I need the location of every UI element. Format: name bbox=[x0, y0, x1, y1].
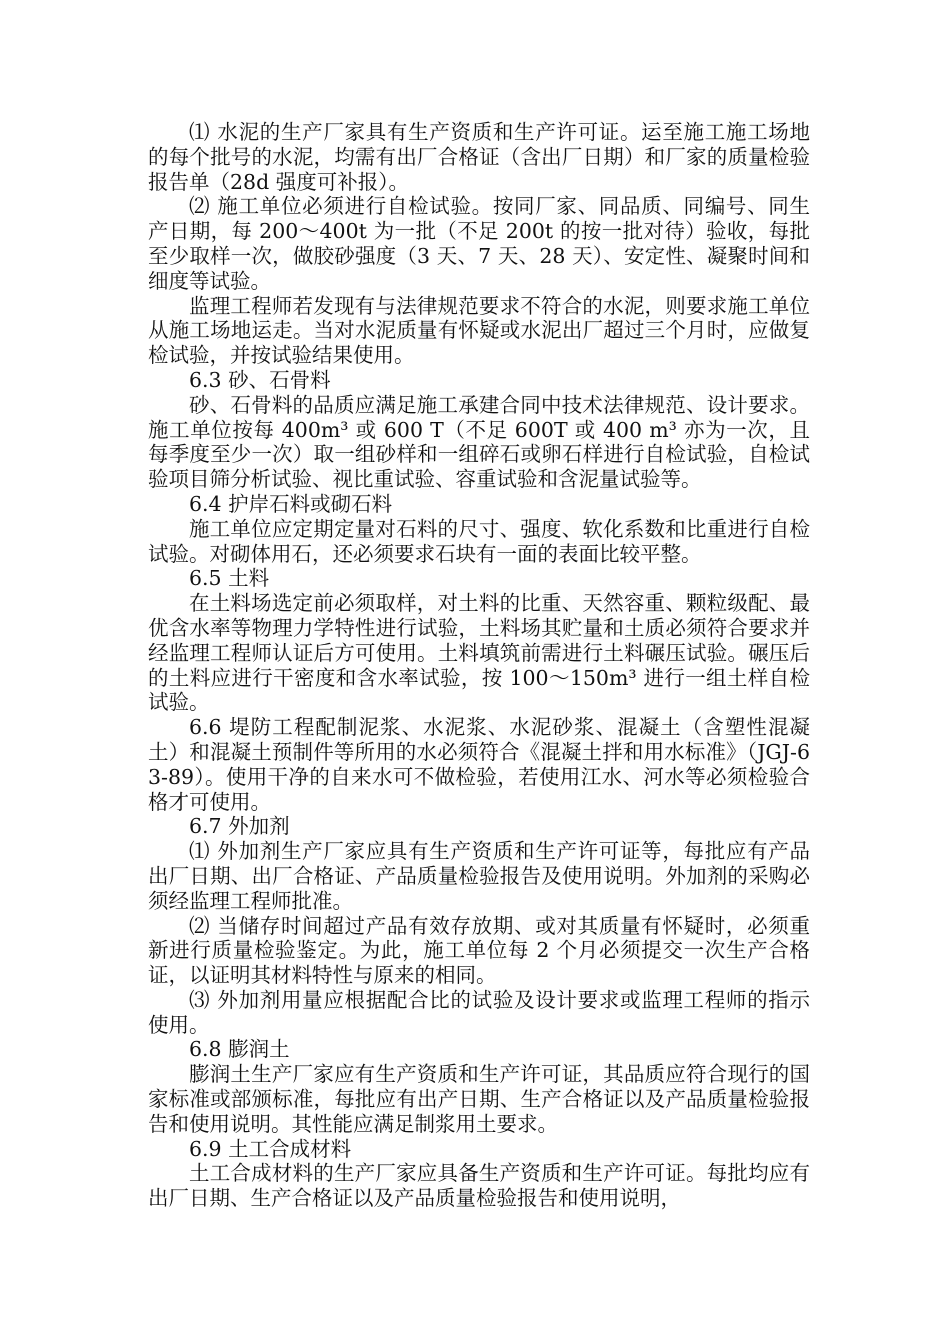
section-heading-6-8: 6.8 膨润土 bbox=[189, 1037, 290, 1062]
document-body bbox=[148, 120, 810, 1211]
paragraph-admixture-2: ⑵ 当储存时间超过产品有效存放期、或对其质量有怀疑时，必须重新进行质量检验鉴定。为此，施工单位每 2 个月必须提交一次生产合格证，以证明其材料特性与原来的相同。 bbox=[148, 913, 810, 988]
paragraph-cement-2: ⑵ 施工单位必须进行自检试验。按同厂家、同品质、同编号、同生产日期，每 200～400t 为一批（不足 200t 的按一批对待）验收，每批至少取样一次，做胶砂强度（3 天、7 天、28 天）、安定性、凝聚时间和细度等试验。 bbox=[148, 194, 810, 293]
section-heading-6-5: 6.5 土料 bbox=[189, 566, 270, 591]
paragraph-admixture-1: ⑴ 外加剂生产厂家应具有生产资质和生产许可证等，每批应有产品出厂日期、出厂合格证、产品质量检验报告及使用说明。外加剂的采购必须经监理工程师批准。 bbox=[148, 839, 810, 913]
paragraph-geosynthetics: 土工合成材料的生产厂家应具备生产资质和生产许可证。每批均应有出厂日期、生产合格证以及产品质量检验报告和使用说明， bbox=[148, 1161, 810, 1211]
paragraph-soil: 在土料场选定前必须取样，对土料的比重、天然容重、颗粒级配、最优含水率等物理力学特性进行试验，土料场其贮量和土质必须符合要求并经监理工程师认证后方可使用。土料填筑前需进行土料碾压试验。碾压后的土料应进行干密度和含水率试验，按 100～150m³ 进行一组土样自检试验。 bbox=[148, 591, 810, 715]
paragraph-admixture-3: ⑶ 外加剂用量应根据配合比的试验及设计要求或监理工程师的指示使用。 bbox=[148, 987, 810, 1037]
paragraph-cement-3: 监理工程师若发现有与法律规范要求不符合的水泥，则要求施工单位从施工场地运走。当对水泥质量有怀疑或水泥出厂超过三个月时，应做复检试验，并按试验结果使用。 bbox=[148, 293, 810, 368]
paragraph-cement-1: ⑴ 水泥的生产厂家具有生产资质和生产许可证。运至施工施工场地的每个批号的水泥，均需有出厂合格证（含出厂日期）和厂家的质量检验报告单（28d 强度可补报）。 bbox=[148, 120, 810, 194]
section-heading-6-9: 6.9 土工合成材料 bbox=[189, 1136, 352, 1161]
section-heading-6-7: 6.7 外加剂 bbox=[189, 814, 290, 839]
section-heading-6-3: 6.3 砂、石骨料 bbox=[189, 367, 331, 392]
paragraph-aggregate: 砂、石骨料的品质应满足施工承建合同中技术法律规范、设计要求。施工单位按每 400m³ 或 600 T（不足 600T 或 400 m³ 亦为一次，且每季度至少一次）取一组砂样和一组碎石或卵石样进行自检试验，自检试验项目筛分析试验、视比重试验、容重试验和含泥量试验等。 bbox=[148, 392, 810, 492]
section-heading-6-6: 6.6 堤防工程配制泥浆、水泥浆、水泥砂浆、混凝土（含塑性混凝土）和混凝土预制件等所用的水必须符合《混凝土拌和用水标准》（JGJ-63-89）。使用干净的自来水可不做检验，若使用江水、河水等必须检验合格才可使用。 bbox=[148, 715, 810, 814]
section-heading-6-4: 6.4 护岸石料或砌石料 bbox=[189, 491, 393, 516]
paragraph-bentonite: 膨润土生产厂家应有生产资质和生产许可证，其品质应符合现行的国家标准或部颁标准，每批应有出产日期、生产合格证以及产品质量检验报告和使用说明。其性能应满足制浆用土要求。 bbox=[148, 1062, 810, 1136]
paragraph-stone: 施工单位应定期定量对石料的尺寸、强度、软化系数和比重进行自检试验。对砌体用石，还必须要求石块有一面的表面比较平整。 bbox=[148, 516, 810, 566]
